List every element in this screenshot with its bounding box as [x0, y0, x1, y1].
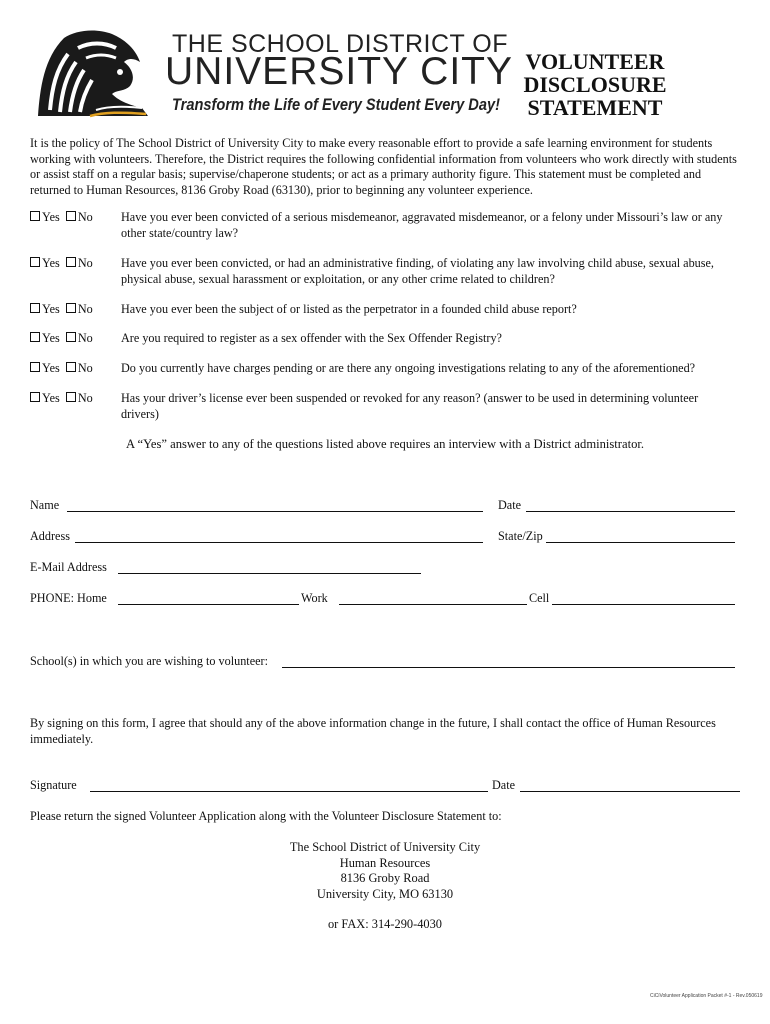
yes-answer-note: A “Yes” answer to any of the questions listed above requires an interview with a District administrator.	[125, 437, 645, 451]
no-checkbox[interactable]	[66, 211, 76, 221]
yes-no-options	[30, 256, 120, 272]
signing-agreement-note: By signing on this form, I agree that should any of the above information change in the future, I shall contact the office of Human Resources immediately.	[30, 716, 716, 746]
question-text: Has your driver’s license ever been suspended or revoked for any reason? (answer to be used in determining volunteer drivers)	[121, 391, 699, 421]
fax-number: or FAX: 314-290-4030	[327, 917, 443, 931]
signature-label: Signature	[30, 778, 77, 792]
email-field[interactable]	[118, 573, 421, 574]
no-checkbox[interactable]	[66, 362, 76, 372]
question-text: Have you ever been convicted, or had an administrative finding, of violating any law involving child abuse, sexual abuse, physical abuse, sexual harassment or exploitation, or any other crime related to children?	[121, 256, 714, 286]
signature-date-label: Date	[492, 778, 516, 792]
phone-cell-field[interactable]	[552, 604, 735, 605]
yes-label: Yes	[42, 210, 60, 224]
no-label: No	[77, 331, 93, 345]
yes-label: Yes	[42, 256, 60, 270]
state-zip-label: State/Zip	[498, 529, 543, 543]
yes-no-options	[30, 391, 120, 407]
yes-checkbox[interactable]	[30, 303, 40, 313]
phone-work-label: Work	[301, 591, 328, 605]
document-title	[500, 50, 690, 119]
return-address-line-4: University City, MO 63130	[316, 887, 454, 901]
no-label: No	[77, 302, 93, 316]
yes-label: Yes	[42, 331, 60, 345]
name-label: Name	[30, 498, 60, 512]
date-field[interactable]	[526, 511, 735, 512]
yes-no-options	[30, 210, 120, 226]
no-label: No	[77, 210, 93, 224]
footer-revision-code: CiCiVolunteer Application Packet #-1 - Rev.050619	[650, 993, 763, 999]
schools-label: School(s) in which you are wishing to volunteer:	[30, 654, 268, 668]
district-name-line2: UNIVERSITY CITY	[165, 50, 514, 93]
no-checkbox[interactable]	[66, 392, 76, 402]
phone-home-field[interactable]	[118, 604, 299, 605]
yes-checkbox[interactable]	[30, 362, 40, 372]
signature-field[interactable]	[90, 791, 488, 792]
question-text: Have you ever been convicted of a serious misdemeanor, aggravated misdemeanor, or a felony under Missouri’s law or any other state/country law?	[121, 210, 723, 240]
question-text: Are you required to register as a sex offender with the Sex Offender Registry?	[121, 331, 502, 345]
title-line-3: STATEMENT	[527, 95, 663, 120]
name-field[interactable]	[67, 511, 483, 512]
yes-label: Yes	[42, 302, 60, 316]
schools-field[interactable]	[282, 667, 735, 668]
district-name-line1: THE SCHOOL DISTRICT OF	[172, 30, 509, 58]
no-checkbox[interactable]	[66, 332, 76, 342]
no-checkbox[interactable]	[66, 303, 76, 313]
yes-checkbox[interactable]	[30, 332, 40, 342]
question-text: Do you currently have charges pending or are there any ongoing investigations relating to any of the aforementioned?	[121, 361, 696, 375]
no-label: No	[77, 391, 93, 405]
yes-checkbox[interactable]	[30, 392, 40, 402]
state-zip-field[interactable]	[546, 542, 735, 543]
yes-no-options	[30, 331, 120, 347]
yes-no-options	[30, 361, 120, 377]
return-address-line-2: Human Resources	[339, 856, 431, 870]
return-address-line-3: 8136 Groby Road	[340, 871, 430, 885]
return-address-line-1: The School District of University City	[289, 840, 481, 854]
date-label: Date	[498, 498, 522, 512]
address-field[interactable]	[75, 542, 483, 543]
question-text: Have you ever been the subject of or listed as the perpetrator in a founded child abuse report?	[121, 302, 577, 316]
yes-label: Yes	[42, 361, 60, 375]
phone-cell-label: Cell	[529, 591, 550, 605]
title-line-1: VOLUNTEER	[525, 49, 665, 74]
yes-no-options	[30, 302, 120, 318]
no-checkbox[interactable]	[66, 257, 76, 267]
phone-home-label: PHONE: Home	[30, 591, 107, 605]
yes-label: Yes	[42, 391, 60, 405]
policy-paragraph: It is the policy of The School District of University City to make every reasonable effort to provide a safe learning environment for students working with volunteers. Therefore, the District requires the following confidential information from volunteers who work directly with students or assist staff on a regular basis; supervise/chaperone students; or act as a primary authority figure. This statement must be completed and returned to Human Resources, 8136 Groby Road (63130), prior to beginning any volunteer experience.	[30, 136, 737, 197]
yes-checkbox[interactable]	[30, 257, 40, 267]
no-label: No	[77, 361, 93, 375]
email-label: E-Mail Address	[30, 560, 107, 574]
signature-date-field[interactable]	[520, 791, 740, 792]
address-label: Address	[30, 529, 70, 543]
district-lion-logo	[30, 28, 152, 120]
yes-checkbox[interactable]	[30, 211, 40, 221]
no-label: No	[77, 256, 93, 270]
return-instructions: Please return the signed Volunteer Application along with the Volunteer Disclosure Statement to:	[30, 809, 502, 823]
district-tagline: Transform the Life of Every Student Every Day!	[172, 95, 500, 114]
title-line-2: DISCLOSURE	[523, 72, 667, 97]
phone-work-field[interactable]	[339, 604, 527, 605]
